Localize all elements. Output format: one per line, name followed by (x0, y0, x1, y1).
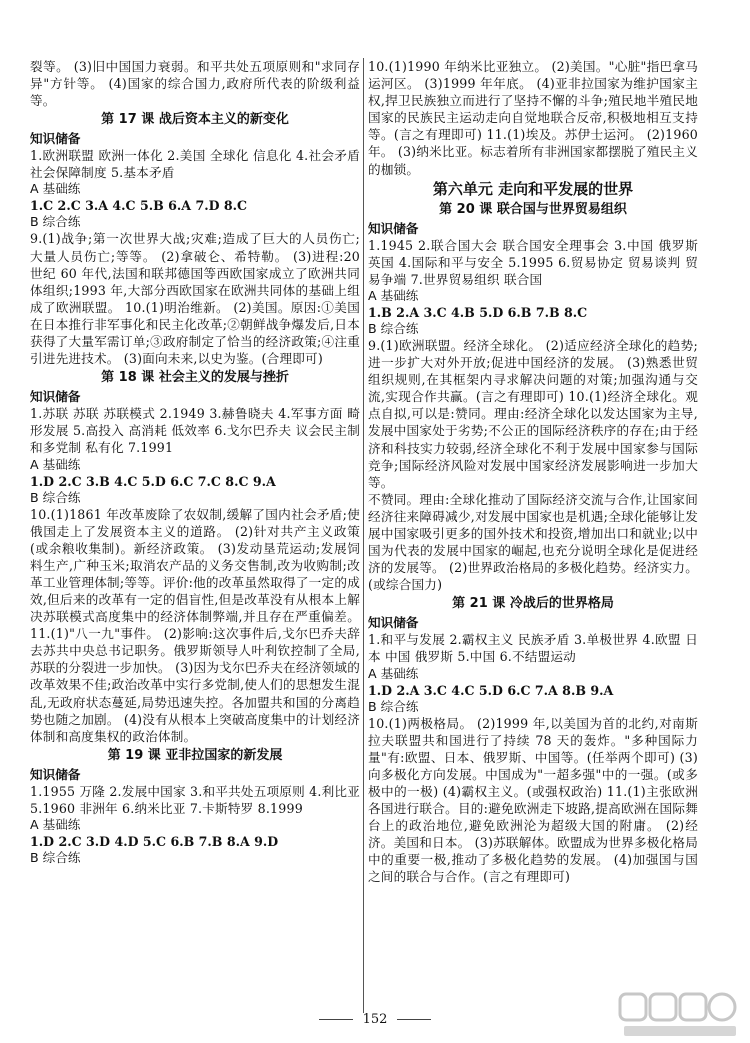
dash-left (319, 1019, 353, 1020)
column-divider (363, 58, 364, 1013)
answer-paragraph: 1.欧洲联盟 欧洲一体化 2.美国 全球化 信息化 4.社会矛盾 社会保障制度 5.基本矛盾 (30, 148, 360, 181)
subsection-label: A 基础练 (30, 817, 81, 832)
lesson-heading: 第 21 课 冷战后的世界格局 (452, 596, 614, 612)
answer-paragraph: 9.(1)战争;第一次世界大战;灾难;造成了巨大的人员伤亡;大量人员伤亡;等等。 (2)拿破仑、希特勒。 (3)进程:20 世纪 60 年代,法国和联邦德国等西欧国家成立了欧洲共同体组织;1993 年,大部分西欧国家在欧洲共同体的基础上组成了欧洲联盟。 10.(1)明治维新。 (2)美国。原因:①美国在日本推行非军事化和民主化改革;②朝鲜战争爆发后,日本获得了大量军需订单;③政府制定了恰当的经济政策;④注重引进先进技术。 (3)面向未来,以史为鉴。(合理即可) (30, 231, 360, 367)
lesson-heading: 第 20 课 联合国与世界贸易组织 (439, 201, 627, 217)
answer-key-line: 1.D 2.A 3.C 4.C 5.D 6.C 7.A 8.B 9.A (368, 682, 614, 698)
answer-paragraph: 裂等。 (3)旧中国国力衰弱。和平共处五项原则和"求同存异"方针等。 (4)国家的综合国力,政府所代表的阶级利益等。 (30, 59, 360, 109)
answer-paragraph: 1.和平与发展 2.霸权主义 民族矛盾 3.单极世界 4.欧盟 日本 中国 俄罗斯 5.中国 6.不结盟运动 (368, 632, 698, 665)
answer-key-line: 1.B 2.A 3.C 4.B 5.D 6.B 7.B 8.C (368, 304, 588, 320)
dash-right (397, 1019, 431, 1020)
lesson-heading: 第 19 课 亚非拉国家的新发展 (107, 747, 283, 763)
answer-paragraph: 不赞同。理由:全球化推动了国际经济交流与合作,让国家间经济往来障碍减少,对发展中国家也是机遇;全球化能够让发展中国家吸引更多的国外技术和投资,增加出口和就业;以中国为代表的发展中国家的崛起,也充分说明全球化是促进经济的发展等。 (2)世界政治格局的多极化趋势。经济实力。(或综合国力) (368, 491, 698, 593)
section-label: 知识储备 (368, 220, 419, 236)
subsection-label: B 综合练 (368, 320, 419, 336)
subsection-label: A 基础练 (30, 456, 81, 472)
watermark-logo-icon (618, 990, 742, 1040)
answer-page (20, 58, 720, 1008)
subsection-label: A 基础练 (368, 665, 419, 681)
section-label: 知识储备 (368, 615, 419, 631)
subsection-label: B 综合练 (30, 489, 81, 505)
answer-key-line: 1.D 2.C 3.B 4.C 5.D 6.C 7.C 8.C 9.A (30, 473, 276, 489)
answer-paragraph: 10.(1)两极格局。 (2)1999 年,以美国为首的北约,对南斯拉夫联盟共和国进行了持续 78 天的轰炸。"多种国际力量"有:欧盟、日本、俄罗斯、中国等。(任举两个即可) (3)向多极化方向发展。中国成为"一超多强"中的一强。(或多极中的一极) (4)霸权主义。(或强权政治) 11.(1)主张欧洲各国进行联合。目的:避免欧洲走下坡路,提高欧洲在国际舞台上的政治地位,避免欧洲沦为超级大国的附庸。 (2)经济。美国和日本。 (3)苏联解体。欧盟成为世界多极化格局中的重要一极,推动了多极化趋势的发展。 (4)加强国与国之间的联合与合作。(言之有理即可) (368, 715, 698, 885)
subsection-label: B 综合练 (30, 214, 81, 230)
section-label: 知识储备 (30, 389, 81, 405)
answer-paragraph: 9.(1)欧洲联盟。经济全球化。 (2)适应经济全球化的趋势;进一步扩大对外开放;促进中国经济的发展。 (3)熟悉世贸组织规则,在其框架内寻求解决问题的对策;加强沟通与交流,实现合作共赢。(言之有理即可) 10.(1)经济全球化。观点自拟,可以是:赞同。理由:经济全球化以发达国家为主导,发展中国家处于劣势;不公正的国际经济秩序的存在;由于经济和科技实力较弱,经济全球化不利于发展中国家参与国际竞争;国际经济风险对发展中国家经济发展影响进一步加大等。 (368, 337, 698, 490)
answer-key-line: 1.D 2.C 3.D 4.D 5.C 6.B 7.B 8.A 9.D (30, 834, 279, 849)
subsection-label: B 综合练 (368, 698, 419, 714)
section-label: 知识储备 (30, 766, 81, 782)
answer-paragraph: 1.1955 万隆 2.发展中国家 3.和平共处五项原则 4.利比亚 5.1960 非洲年 6.纳米比亚 7.卡斯特罗 8.1999 (30, 783, 360, 816)
answer-paragraph: 1.1945 2.联合国大会 联合国安全理事会 3.中国 俄罗斯 英国 4.国际和平与安全 5.1995 6.贸易协定 贸易谈判 贸易争端 7.世界贸易组织 联合国 (368, 237, 698, 287)
answer-key-line: 1.C 2.C 3.A 4.C 5.B 6.A 7.D 8.C (30, 198, 248, 214)
right-column (368, 58, 698, 885)
answer-paragraph: 10.(1)1861 年改革废除了农奴制,缓解了国内社会矛盾;使俄国走上了发展资本主义的道路。 (2)针对共产主义政策(或余粮收集制)。新经济政策。 (3)发动垦荒运动;发展饲料生产,广种玉米;取消农产品的义务交售制,改为收购制;改革工业管理体制;等等。评价:他的改革虽然取得了一定的成效,但后来的改革有一定的倡盲性,但是改革没有从根本上解决苏联模式高度集中的经济体制弊端,并且存在严重偏差。 11.(1)"八一九"事件。 (2)影响:这次事件后,戈尔巴乔夫辞去苏共中央总书记职务。俄罗斯领导人叶利钦控制了全局,苏联的分裂进一步加快。 (3)因为戈尔巴乔夫在经济领域的改革效果不佳;政治改革中实行多党制,使人们的思想发生混乱,无政府状态蔓延,局势迅速失控。各加盟共和国的分离趋势也随之加剧。 (4)没有从根本上突破高度集中的计划经济体制和高度集权的政治体制。 (30, 506, 360, 744)
page-number: 152 (362, 1012, 388, 1027)
subsection-label: A 基础练 (30, 181, 81, 197)
subsection-label: A 基础练 (368, 287, 419, 303)
lesson-heading: 第 18 课 社会主义的发展与挫折 (101, 370, 289, 386)
subsection-label: B 综合练 (30, 850, 81, 865)
lesson-heading: 第 17 课 战后资本主义的新变化 (101, 112, 289, 128)
section-label: 知识储备 (30, 131, 81, 147)
answer-paragraph: 10.(1)1990 年纳米比亚独立。 (2)美国。"心脏"指巴拿马运河区。 (3)1999 年年底。 (4)亚非拉国家为维护国家主权,捍卫民族独立而进行了坚持不懈的斗争;殖民地半殖民地国家的民族民主运动走向自觉地联合反帝,积极地相互支持等。(言之有理即可) 11.(1)埃及。苏伊士运河。 (2)1960 年。 (3)纳米比亚。标志着所有非洲国家都摆脱了殖民主义的枷锁。 (368, 59, 698, 177)
answer-paragraph: 1.苏联 苏联 苏联模式 2.1949 3.赫鲁晓夫 4.军事方面 畸形发展 5.高投入 高消耗 低效率 6.戈尔巴乔夫 议会民主制和多党制 私有化 7.1991 (30, 406, 360, 456)
left-column (30, 58, 360, 866)
unit-heading: 第六单元 走向和平发展的世界 (432, 179, 634, 198)
